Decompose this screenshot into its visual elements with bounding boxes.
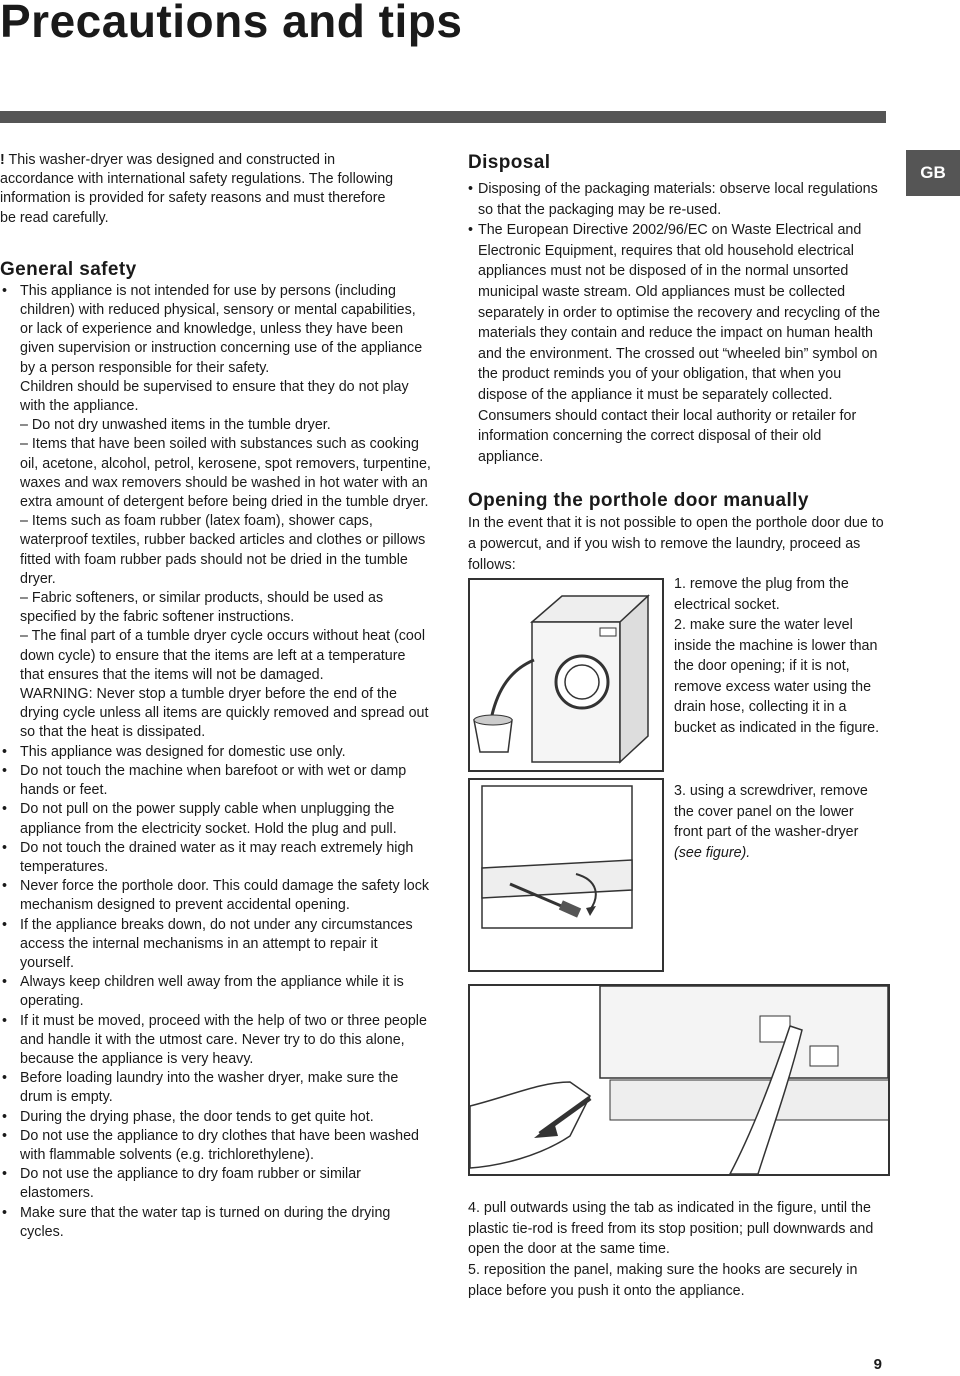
list-item: • Before loading laundry into the washer dryer, make sure the drum is empty. bbox=[0, 1069, 432, 1107]
list-item: • If the appliance breaks down, do not under any circumstances access the internal mechanisms in an attempt to repair it yourself. bbox=[0, 916, 432, 974]
warning-mark: ! bbox=[0, 152, 5, 168]
right-column bbox=[468, 151, 888, 575]
children-note: Children should be supervised to ensure that they do not play with the appliance. bbox=[20, 378, 409, 415]
dash-item: – Items such as foam rubber (latex foam), shower caps, waterproof textiles, rubber backed articles and clothes or pillows fitted with foam rubber pads should not be dried in the tumble dryer. bbox=[20, 513, 426, 587]
list-item: • Never force the porthole door. This could damage the safety lock mechanism designed to prevent accidental opening. bbox=[0, 877, 432, 915]
list-item: • Always keep children well away from the appliance while it is operating. bbox=[0, 973, 432, 1011]
warning-text: : Never stop a tumble dryer before the end of the drying cycle unless all items are quickly removed and spread out so that the heat is dissipated. bbox=[20, 686, 429, 741]
step-2: 2. make sure the water level inside the machine is lower than the door opening; if it is not, remove excess water using the drain hose, collecting it in a bucket as indicated in the figure. bbox=[674, 617, 880, 736]
dash-item: – The final part of a tumble dryer cycle occurs without heat (cool down cycle) to ensure that the items are left at a temperature that ensures that the items will not be damaged. bbox=[20, 628, 426, 683]
panel-removal-illustration bbox=[470, 780, 662, 970]
list-item: • Do not use the appliance to dry foam rubber or similar elastomers. bbox=[0, 1165, 432, 1203]
panel-figure bbox=[468, 778, 664, 972]
dash-item: – Do not dry unwashed items in the tumble dryer. bbox=[20, 417, 331, 434]
dash-item: – Fabric softeners, or similar products, should be used as specified by the fabric softener instructions. bbox=[20, 590, 384, 626]
general-safety-heading: General safety bbox=[0, 258, 137, 280]
page-number: 9 bbox=[873, 1356, 882, 1373]
disposal-list bbox=[468, 179, 888, 467]
list-item: • If it must be moved, proceed with the help of two or three people and handle it with the utmost care. Never try to do this alone, because the appliance is very heavy. bbox=[0, 1012, 432, 1070]
step-3-text: 3. using a screwdriver, remove the cover panel on the lower front part of the washer-dryer bbox=[674, 783, 868, 841]
porthole-intro: In the event that it is not possible to open the porthole door due to a powercut, and if you wish to remove the laundry, proceed as follows: bbox=[468, 515, 884, 573]
title-rule bbox=[0, 111, 886, 123]
list-item: • The European Directive 2002/96/EC on Waste Electrical and Electronic Equipment, requires that old household electrical appliances must not be disposed of in the normal unsorted municipal waste stream. Old appliances must be collected separately in order to optimise the recovery and recycling of the materials they contain and reduce the impact on human health and the environment. The crossed out “wheeled bin” symbol on the product reminds you of your obligation, that when you dispose of the appliance it must be separately collected. Consumers should contact their local authority or retailer for information concerning the correct disposal of their old appliance. bbox=[468, 220, 888, 467]
list-item-text: This appliance is not intended for use by persons (including children) with reduced physical, sensory or mental capabilities, or lack of experience and knowledge, unless they have been given supervision or instruction concerning use of the appliance by a person responsible for their safety. bbox=[20, 282, 423, 376]
list-item bbox=[0, 282, 432, 743]
list-item: • Disposing of the packaging materials: observe local regulations so that the packaging may be re-used. bbox=[468, 179, 888, 220]
list-item: • Do not pull on the power supply cable when unplugging the appliance from the electricity socket. Hold the plug and pull. bbox=[0, 800, 432, 838]
intro-text: This washer-dryer was designed and constructed in accordance with international safety regulations. The following information is provided for safety reasons and must therefore be read carefully. bbox=[0, 152, 394, 226]
disposal-heading: Disposal bbox=[468, 152, 551, 173]
drain-figure bbox=[468, 578, 664, 772]
list-item: • Do not touch the drained water as it may reach extremely high temperatures. bbox=[0, 839, 432, 877]
language-badge: GB bbox=[906, 150, 960, 196]
warning-label: WARNING bbox=[20, 686, 89, 703]
washer-drain-illustration bbox=[470, 580, 662, 770]
list-item: • During the drying phase, the door tends to get quite hot. bbox=[0, 1108, 432, 1127]
page-title: Precautions and tips bbox=[0, 0, 463, 47]
warning-note bbox=[20, 685, 432, 743]
porthole-heading: Opening the porthole door manually bbox=[468, 490, 809, 512]
step-5: 5. reposition the panel, making sure the hooks are securely in place before you push it onto the appliance. bbox=[468, 1262, 858, 1299]
tab-figure bbox=[468, 984, 890, 1176]
general-safety-list bbox=[0, 282, 432, 1242]
left-column bbox=[0, 151, 432, 1242]
list-item: • Do not use the appliance to dry clothes that have been washed with flammable solvents (e.g. trichlorethylene). bbox=[0, 1127, 432, 1165]
list-item: • This appliance was designed for domestic use only. bbox=[0, 743, 432, 762]
step-3-ref: (see figure). bbox=[674, 844, 751, 861]
tab-pull-illustration bbox=[470, 986, 888, 1174]
list-item: • Do not touch the machine when barefoot or with wet or damp hands or feet. bbox=[0, 762, 432, 800]
intro-paragraph bbox=[0, 151, 432, 228]
step-1: 1. remove the plug from the electrical socket. bbox=[674, 576, 849, 613]
step-3 bbox=[674, 781, 874, 863]
dash-item: – Items that have been soiled with substances such as cooking oil, acetone, alcohol, petrol, kerosene, spot removers, turpentine, waxes and wax removers should be washed in hot water with an extra amount of detergent before being dried in the tumble dryer. bbox=[20, 436, 431, 511]
step-4: 4. pull outwards using the tab as indicated in the figure, until the plastic tie-rod is freed from its stop position; pull downwards and open the door at the same time. bbox=[468, 1200, 874, 1258]
list-item: • Make sure that the water tap is turned on during the drying cycles. bbox=[0, 1204, 432, 1242]
